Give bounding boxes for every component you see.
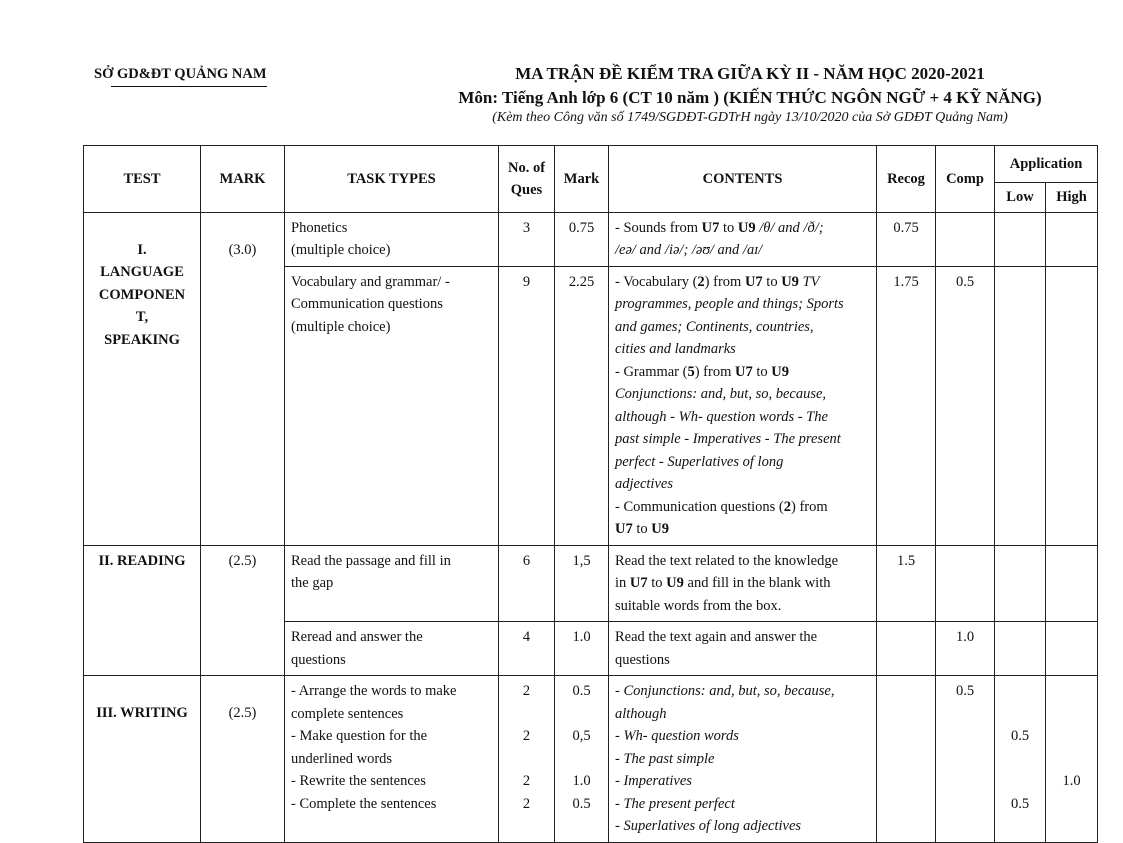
document-note: (Kèm theo Công văn số 1749/SGDĐT-GDTrH ngày 13/10/2020 của Sở GDĐT Quảng Nam)	[492, 110, 1008, 125]
col-low: Low	[995, 183, 1046, 213]
comp-value	[936, 545, 995, 622]
low-value: 0.5 0.5	[995, 676, 1046, 843]
task-mark: 0.5 0,5 1.0 0.5	[555, 676, 609, 843]
col-recog: Recog	[877, 146, 936, 213]
comp-value	[936, 212, 995, 266]
task-read-fill: Read the passage and fill in the gap	[285, 545, 499, 622]
document-title: MA TRẬN ĐỀ KIỂM TRA GIỮA KỲ II - NĂM HỌC 2020-2021	[515, 64, 985, 83]
table-row	[84, 676, 1098, 843]
test-matrix-table	[83, 145, 1098, 843]
section-reading-name: II. READING	[84, 545, 201, 676]
section-language-mark: (3.0)	[201, 212, 285, 545]
col-mark: MARK	[201, 146, 285, 213]
high-value	[1046, 266, 1098, 545]
table-row	[84, 545, 1098, 622]
content-phonetics: - Sounds from U7 to U9 /θ/ and /ð/; /eə/ and /iə/; /əʊ/ and /aɪ/	[609, 212, 877, 266]
recog-value	[877, 676, 936, 843]
high-value	[1046, 212, 1098, 266]
high-value	[1046, 622, 1098, 676]
col-high: High	[1046, 183, 1098, 213]
high-value	[1046, 545, 1098, 622]
task-phonetics: Phonetics (multiple choice)	[285, 212, 499, 266]
comp-value: 0.5	[936, 266, 995, 545]
document-subtitle: Môn: Tiếng Anh lớp 6 (CT 10 năm ) (KIẾN THỨC NGÔN NGỮ + 4 KỸ NĂNG)	[458, 88, 1042, 107]
col-comp: Comp	[936, 146, 995, 213]
task-mark: 1.0	[555, 622, 609, 676]
content-vocabulary-grammar: - Vocabulary (2) from U7 to U9 TV programmes, people and things; Sports and games; Continents, countries, cities and landmarks - Grammar (5) from U7 to U9 Conjunctions: and, but, so, because, although - Wh- question words - The past simple - Imperatives - The present perfect - Superlatives of long adjectives - Communication questions (2) from U7 to U9	[609, 266, 877, 545]
task-mark: 0.75	[555, 212, 609, 266]
task-mark: 1,5	[555, 545, 609, 622]
task-mark: 2.25	[555, 266, 609, 545]
high-value: 1.0	[1046, 676, 1098, 843]
recog-value: 1.5	[877, 545, 936, 622]
comp-value: 1.0	[936, 622, 995, 676]
section-reading-mark: (2.5)	[201, 545, 285, 676]
recog-value	[877, 622, 936, 676]
ques-count: 3	[499, 212, 555, 266]
low-value	[995, 212, 1046, 266]
ques-count: 2 2 2 2	[499, 676, 555, 843]
section-language-name: I. LANGUAGE COMPONEN T, SPEAKING	[84, 212, 201, 545]
department-underline	[111, 86, 267, 87]
task-reread-answer: Reread and answer the questions	[285, 622, 499, 676]
col-mark-2: Mark	[555, 146, 609, 213]
col-no-of-ques: No. of Ques	[499, 146, 555, 213]
recog-value: 0.75	[877, 212, 936, 266]
recog-value: 1.75	[877, 266, 936, 545]
low-value	[995, 266, 1046, 545]
table-row	[84, 212, 1098, 266]
col-test: TEST	[84, 146, 201, 213]
ques-count: 9	[499, 266, 555, 545]
low-value	[995, 545, 1046, 622]
content-reread-answer: Read the text again and answer the questions	[609, 622, 877, 676]
content-writing: - Conjunctions: and, but, so, because, although - Wh- question words - The past simple - Imperatives - The present perfect - Superlatives of long adjectives	[609, 676, 877, 843]
content-read-fill: Read the text related to the knowledge in U7 to U9 and fill in the blank with suitable words from the box.	[609, 545, 877, 622]
task-writing-list: - Arrange the words to make complete sentences - Make question for the underlined words - Rewrite the sentences - Complete the sentences	[285, 676, 499, 843]
section-writing-mark: (2.5)	[201, 676, 285, 843]
ques-count: 4	[499, 622, 555, 676]
department-name: SỞ GD&ĐT QUẢNG NAM	[94, 66, 267, 82]
ques-count: 6	[499, 545, 555, 622]
col-task-types: TASK TYPES	[285, 146, 499, 213]
comp-value: 0.5	[936, 676, 995, 843]
section-writing-name: III. WRITING	[84, 676, 201, 843]
col-contents: CONTENTS	[609, 146, 877, 213]
col-application: Application	[995, 146, 1098, 183]
header-row	[84, 146, 1098, 183]
task-vocabulary-grammar: Vocabulary and grammar/ - Communication questions (multiple choice)	[285, 266, 499, 545]
low-value	[995, 622, 1046, 676]
